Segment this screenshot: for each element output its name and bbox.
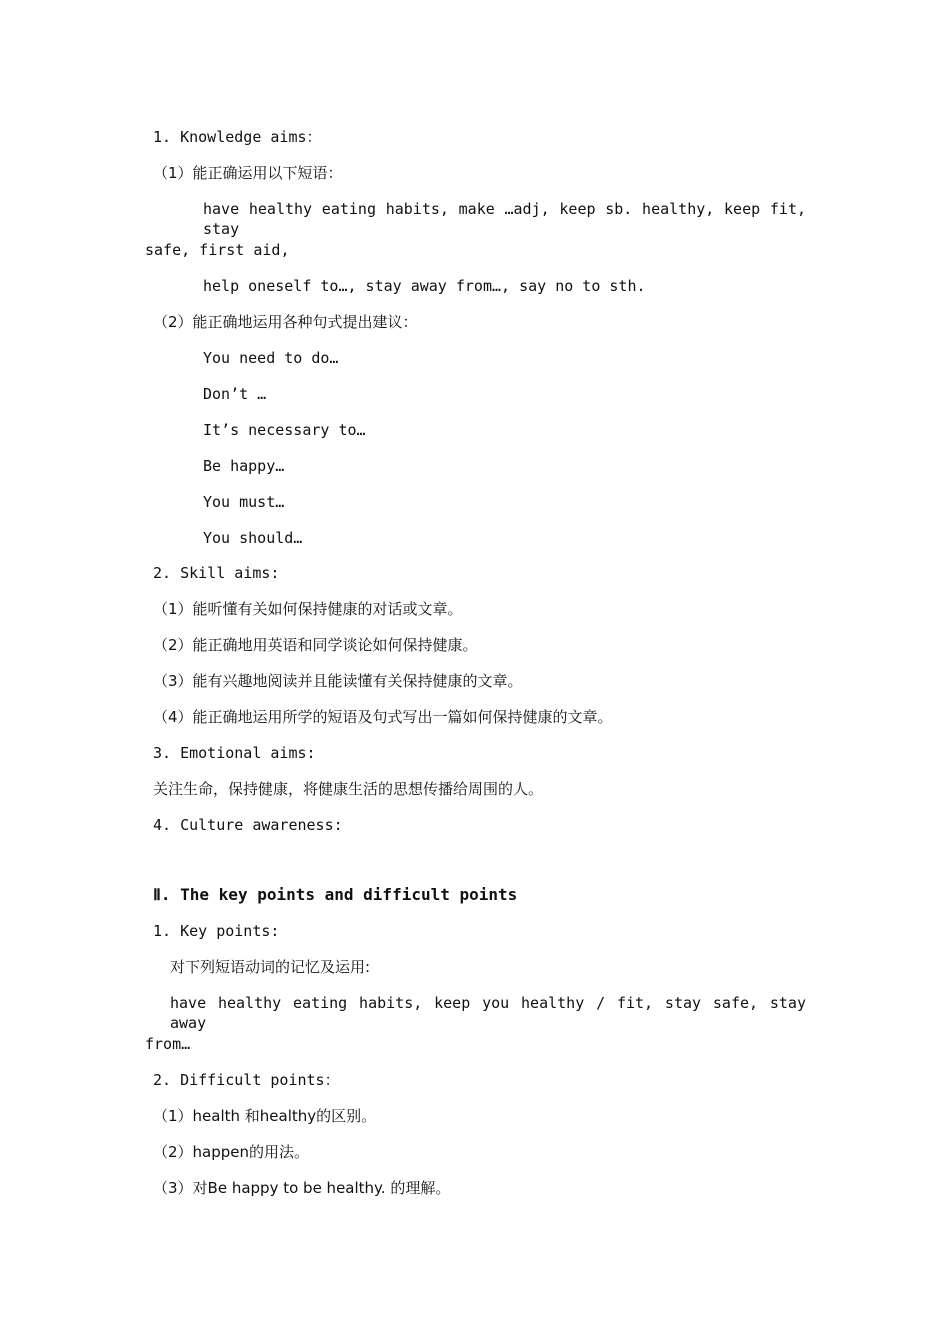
emotional-aims-text: 关注生命，保持健康，将健康生活的思想传播给周围的人。 (153, 780, 544, 798)
sentence-pattern: Don’t … (203, 385, 267, 403)
key-points-title: 1. Key points: (153, 922, 280, 940)
emotional-aims-title: 3. Emotional aims: (153, 744, 316, 762)
phrases-line-3: help oneself to…, stay away from…, say no to sth. (203, 277, 646, 295)
difficult-item: （1）health 和healthy的区别。 (153, 1107, 377, 1125)
difficult-points-title: 2. Difficult points： (153, 1071, 340, 1089)
section-heading: Ⅱ. The key points and difficult points (153, 885, 518, 904)
knowledge-sub1: （1）能正确运用以下短语： (153, 164, 343, 182)
sentence-pattern: You need to do… (203, 349, 339, 367)
phrases-line-1: have healthy eating habits, make …adj, keep sb. healthy, keep fit, stay (203, 200, 806, 238)
skill-item: （4）能正确地运用所学的短语及句式写出一篇如何保持健康的文章。 (153, 708, 613, 726)
knowledge-sub2: （2）能正确地运用各种句式提出建议： (153, 313, 418, 331)
difficult-item: （2）happen的用法。 (153, 1143, 310, 1161)
sentence-pattern: You must… (203, 493, 285, 511)
phrases-line-2: safe, first aid, (145, 241, 290, 259)
knowledge-aims-title: 1. Knowledge aims： (153, 128, 322, 146)
difficult-item: （3）对Be happy to be healthy. 的理解。 (153, 1179, 451, 1197)
sentence-pattern: You should… (203, 529, 303, 547)
culture-awareness-title: 4. Culture awareness: (153, 816, 343, 834)
skill-item: （2）能正确地用英语和同学谈论如何保持健康。 (153, 636, 478, 654)
skill-item: （3）能有兴趣地阅读并且能读懂有关保持健康的文章。 (153, 672, 523, 690)
sentence-pattern: It’s necessary to… (203, 421, 366, 439)
skill-aims-title: 2. Skill aims: (153, 564, 280, 582)
key-points-intro: 对下列短语动词的记忆及运用: (170, 958, 371, 976)
sentence-pattern: Be happy… (203, 457, 285, 475)
key-phrases-line-1: have healthy eating habits, keep you healthy / fit, stay safe, stay away (170, 994, 806, 1032)
key-phrases-line-2: from… (145, 1035, 191, 1053)
skill-item: （1）能听懂有关如何保持健康的对话或文章。 (153, 600, 463, 618)
